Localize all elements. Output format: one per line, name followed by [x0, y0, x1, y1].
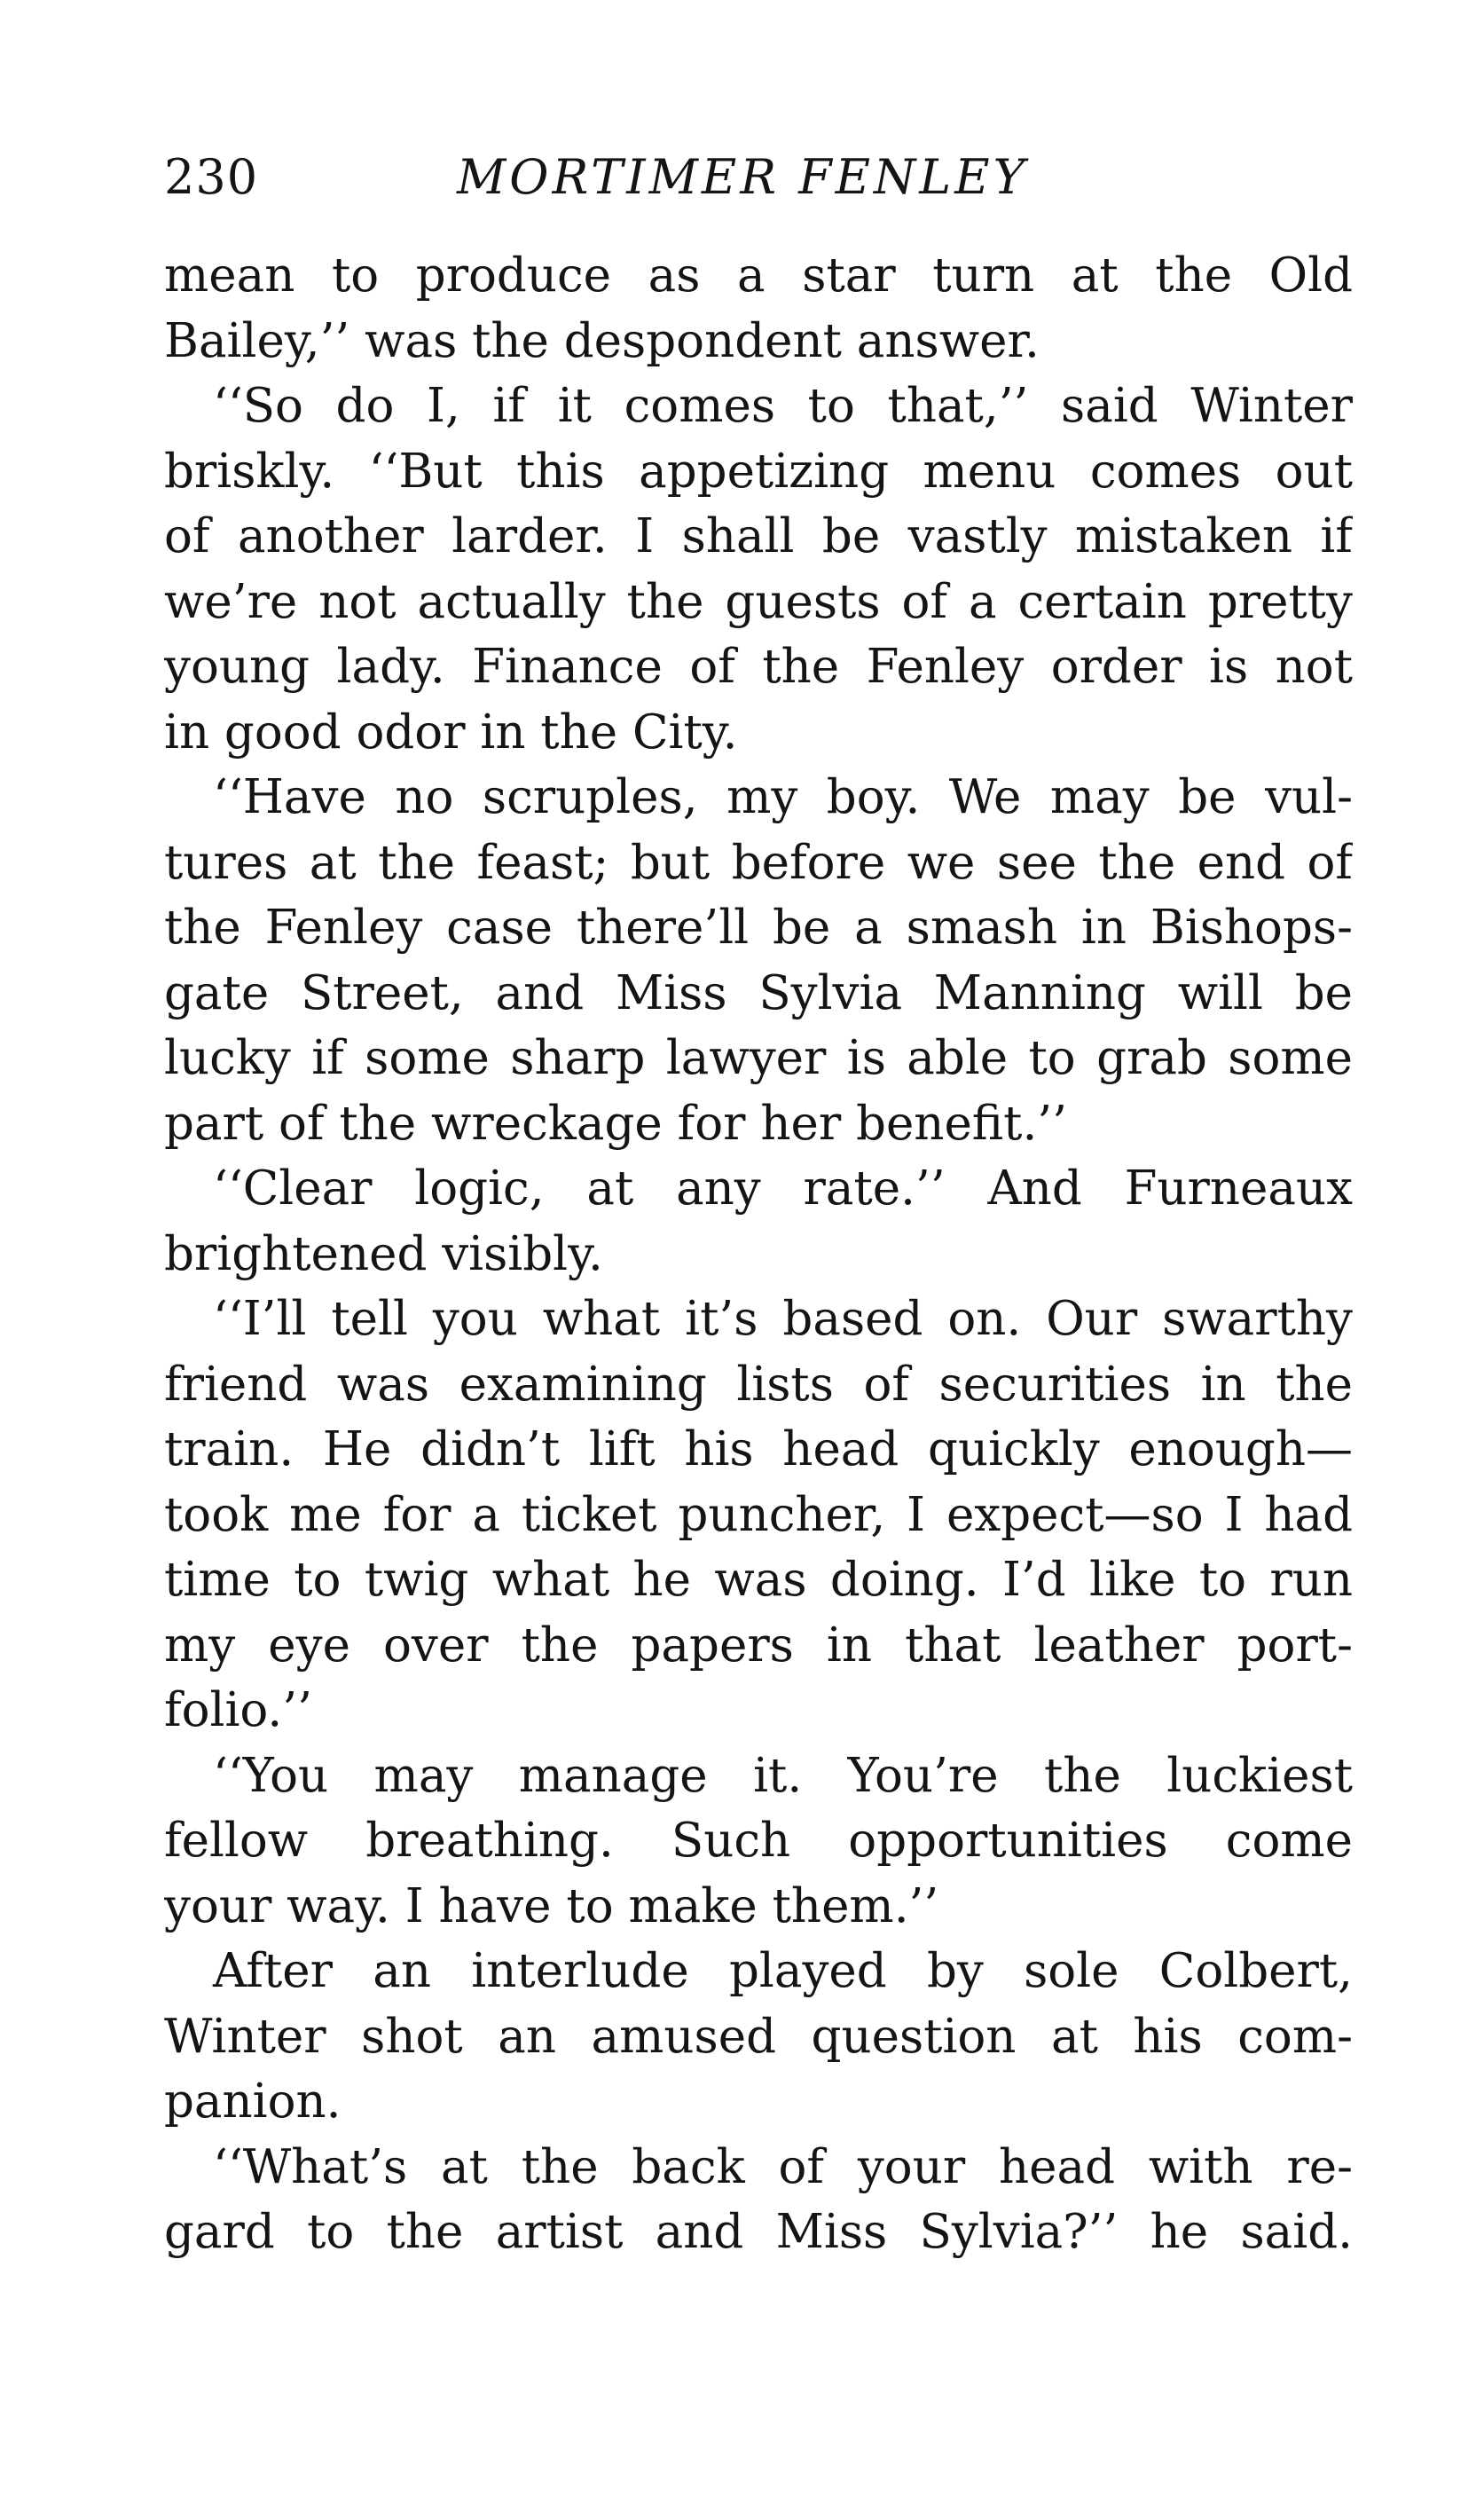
- body-text: [164, 243, 1353, 2265]
- text-line: fellow breathing. Such opportunities come: [164, 1814, 1353, 1868]
- text-line: my eye over the papers in that leather port-: [164, 1618, 1353, 1673]
- text-line: of another larder. I shall be vastly mistaken if: [164, 509, 1353, 563]
- text-line: Winter shot an amused question at his com-: [164, 2009, 1353, 2064]
- text-line: ‘‘Have no scruples, my boy. We may be vul-: [213, 770, 1353, 824]
- text-line: part of the wreckage for her benefit.’’: [164, 1096, 1067, 1151]
- text-line: ‘‘I’ll tell you what it’s based on. Our swarthy: [213, 1292, 1353, 1346]
- text-line: folio.’’: [164, 1683, 312, 1737]
- text-line: we’re not actually the guests of a certain pretty: [164, 574, 1353, 629]
- text-line: in good odor in the City.: [164, 705, 738, 760]
- text-line: time to twig what he was doing. I’d like to run: [164, 1553, 1353, 1607]
- text-line: ‘‘So do I, if it comes to that,’’ said Winter: [213, 379, 1353, 433]
- text-line: young lady. Finance of the Fenley order is not: [164, 640, 1353, 694]
- text-line: panion.: [164, 2074, 342, 2129]
- text-line: tures at the feast; but before we see the end of: [164, 835, 1353, 890]
- text-line: the Fenley case there’ll be a smash in Bishops-: [164, 901, 1353, 955]
- text-line: ‘‘You may manage it. You’re the luckiest: [213, 1748, 1353, 1803]
- text-line: ‘‘What’s at the back of your head with re-: [213, 2139, 1353, 2194]
- text-line: your way. I have to make them.’’: [164, 1878, 939, 1933]
- text-line: After an interlude played by sole Colbert,: [213, 1944, 1353, 1998]
- text-line: took me for a ticket puncher, I expect—so I had: [164, 1487, 1353, 1542]
- page-header: [164, 142, 1353, 213]
- text-line: friend was examining lists of securities in the: [164, 1357, 1353, 1412]
- running-title: MORTIMER FENLEY: [457, 149, 1029, 205]
- text-line: lucky if some sharp lawyer is able to grab some: [164, 1031, 1353, 1085]
- text-line: Bailey,’’ was the despondent answer.: [164, 313, 1040, 368]
- text-line: train. He didn’t lift his head quickly enough—: [164, 1422, 1353, 1476]
- page-number: 230: [164, 149, 259, 205]
- text-line: mean to produce as a star turn at the Old: [164, 248, 1353, 303]
- text-line: ‘‘Clear logic, at any rate.’’ And Furneaux: [213, 1161, 1353, 1216]
- text-line: gate Street, and Miss Sylvia Manning will be: [164, 965, 1353, 1020]
- text-line: brightened visibly.: [164, 1226, 603, 1281]
- text-line: briskly. ‘‘But this appetizing menu comes out: [164, 444, 1353, 499]
- text-line: gard to the artist and Miss Sylvia?’’ he said.: [164, 2205, 1353, 2259]
